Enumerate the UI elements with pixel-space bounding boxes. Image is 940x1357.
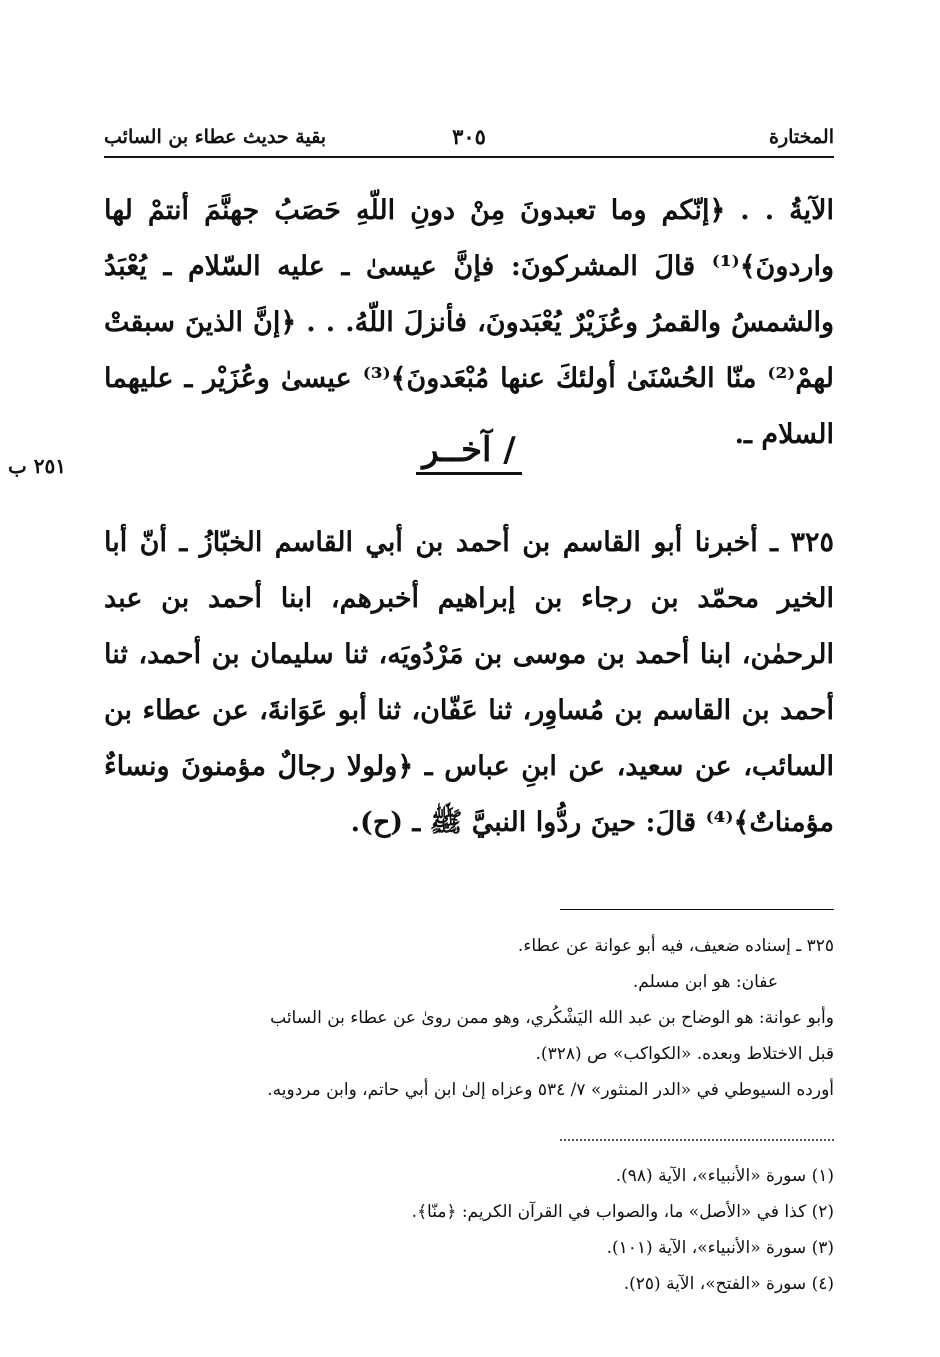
footnote-dotted-divider <box>560 1139 834 1141</box>
book-title: المختارة <box>769 126 834 148</box>
footnote-item: (٢) كذا في «الأصل» ما، والصواب في القرآن الكريم: ﴿منّا﴾. <box>411 1202 834 1222</box>
footnote-item: (١) سورة «الأنبياء»، الآية (٩٨). <box>615 1166 834 1186</box>
footnotes <box>104 1158 834 1302</box>
body-paragraph-2: ٣٢٥ ـ أخبرنا أبو القاسم بن أحمد بن أبي القاسم الخبّازُ ـ أنّ أبا الخير محمّد بن رجاء بن إبراهيم أخبرهم، ابنا أحمد بن عبد الرحمٰن، ابنا أحمد بن موسى بن مَرْدُويَه، ثنا سليمان بن أحمد، ثنا أحمد بن القاسم بن مُساوِر، ثنا عَفّان، ثنا أبو عَوَانةَ، عن عطاء بن السائب، عن سعيد، عن ابنِ عباس ـ ﴿ولولا رجالٌ مؤمنونَ ونساءٌ مؤمناتٌ﴾⁽⁴⁾ قالَ: حينَ ردُّوا النبيَّ ﷺ ـ (ح). <box>104 527 834 838</box>
section-heading <box>104 430 834 475</box>
footnote-item: (٤) سورة «الفتح»، الآية (٢٥). <box>623 1274 834 1294</box>
footnote-item: (٣) سورة «الأنبياء»، الآية (١٠١). <box>606 1238 834 1258</box>
commentary-line: وأبو عوانة: هو الوضاح بن عبد الله اليَشْكُري، وهو ممن روىٰ عن عطاء بن السائب <box>270 1008 834 1028</box>
header-divider <box>104 156 834 158</box>
commentary-line: أورده السيوطي في «الدر المنثور» ٧/ ٥٣٤ وعزاه إلىٰ ابن أبي حاتم، وابن مردويه. <box>267 1080 834 1100</box>
running-header <box>104 120 834 156</box>
commentary-line: قبل الاختلاط وبعده. «الكواكب» ص (٣٢٨). <box>535 1044 834 1064</box>
body-paragraph-1: الآيةُ . . ﴿إنّكم وما تعبدونَ مِنْ دونِ اللّهِ حَصَبُ جهنَّمَ أنتمْ لها واردونَ﴾⁽¹⁾ قالَ المشركونَ: فإنَّ عيسىٰ ـ عليه السّلام ـ يُعْبَدُ والشمسُ والقمرُ وعُزَيْرٌ يُعْبَدونَ، فأنزلَ اللّهُ. . . ﴿إنَّ الذينَ سبقتْ لهمْ⁽²⁾ منّا الحُسْنَىٰ أولئكَ عنها مُبْعَدونَ﴾⁽³⁾ عيسىٰ وعُزَيْر ـ عليهما السلام ـ. <box>104 195 834 450</box>
section-heading-text: / آخــر <box>416 430 521 475</box>
footnote-divider <box>560 909 834 910</box>
manuscript-folio-note: ٢٥١ ب <box>8 454 67 478</box>
commentary-line: ٣٢٥ ـ إسناده ضعيف، فيه أبو عوانة عن عطاء. <box>517 936 834 956</box>
page-number: ٣٠٥ <box>452 124 486 149</box>
commentary-notes <box>104 928 834 1108</box>
commentary-line: عفان: هو ابن مسلم. <box>632 972 778 992</box>
chapter-title: بقية حديث عطاء بن السائب <box>104 126 327 148</box>
